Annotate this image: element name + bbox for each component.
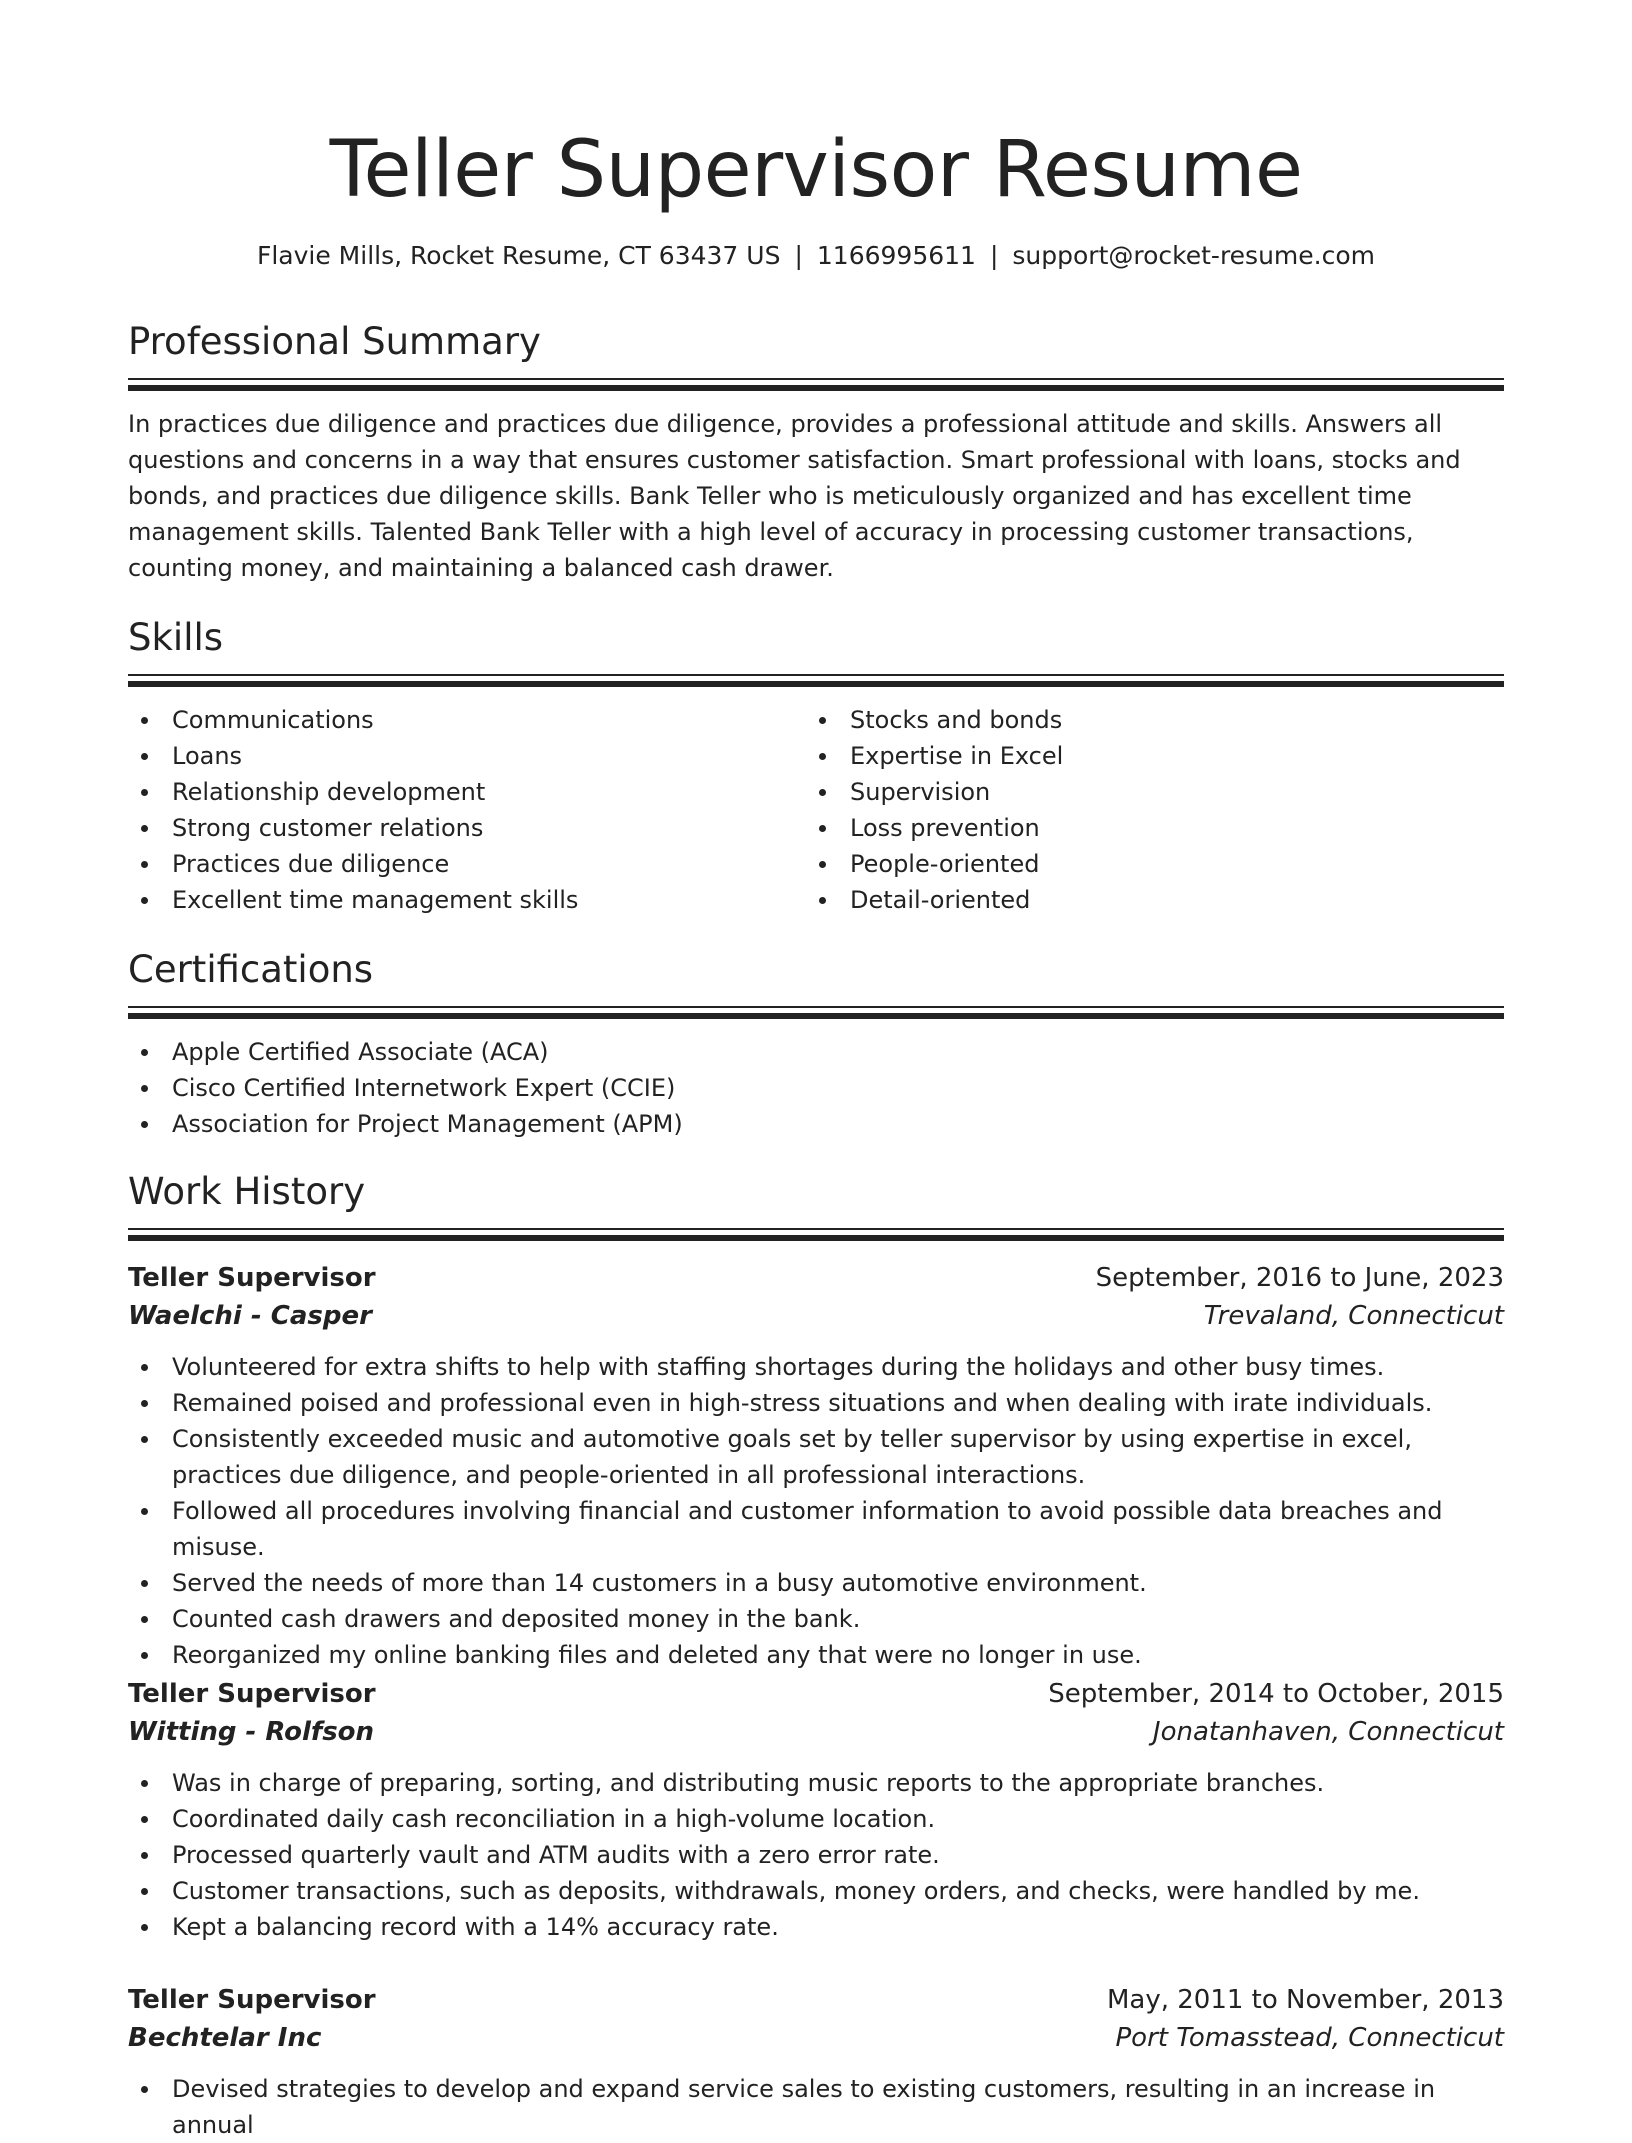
skill-item: Detail-oriented [806, 882, 1484, 918]
summary-text: In practices due diligence and practices due diligence, provides a professional attitude and skills. Answers all questions and concerns in a way that ensures customer satisfaction. Smart professional with loans, stocks and bonds, and practices due diligence skills. Bank Teller who is meticulously organized and has excellent time management skills. Talented Bank Teller with a high level of accuracy in processing customer transactions, counting money, and maintaining a balanced cash drawer. [128, 410, 1461, 582]
job-bullet: Kept a balancing record with a 14% accuracy rate. [128, 1909, 1504, 1945]
skill-item: Supervision [806, 774, 1484, 810]
job-bullet: Volunteered for extra shifts to help with staffing shortages during the holidays and other busy times. [128, 1349, 1504, 1385]
job-dates: September, 2014 to October, 2015 [1048, 1679, 1504, 1709]
work-history-heading: Work History [128, 1170, 366, 1213]
job-bullet: Followed all procedures involving financial and customer information to avoid possible data breaches and misuse. [128, 1493, 1504, 1565]
summary-heading: Professional Summary [128, 320, 541, 363]
certifications-section [128, 944, 1504, 1142]
certification-item: Cisco Certified Internetwork Expert (CCIE) [128, 1070, 1504, 1106]
certifications-list [128, 1020, 1504, 1142]
resume-title: Teller Supervisor Resume [329, 125, 1303, 215]
job-bullet: Counted cash drawers and deposited money in the bank. [128, 1601, 1504, 1637]
job-bullet: Consistently exceeded music and automotive goals set by teller supervisor by using expertise in excel, practices due diligence, and people-oriented in all professional interactions. [128, 1421, 1504, 1493]
job-entry [128, 1981, 1504, 2143]
job-company-row [128, 1713, 1504, 1751]
skills-section [128, 612, 1504, 918]
certification-item: Association for Project Management (APM) [128, 1106, 1504, 1142]
job-bullet: Remained poised and professional even in high-stress situations and when dealing with irate individuals. [128, 1385, 1504, 1421]
job-location: Jonatanhaven, Connecticut [1152, 1717, 1504, 1747]
skill-item: Strong customer relations [128, 810, 806, 846]
job-entry [128, 1675, 1504, 1945]
job-bullets [128, 2071, 1504, 2143]
job-bullet: Customer transactions, such as deposits, withdrawals, money orders, and checks, were handled by me. [128, 1873, 1504, 1909]
skill-item: Loans [128, 738, 806, 774]
job-bullet: Processed quarterly vault and ATM audits with a zero error rate. [128, 1837, 1504, 1873]
job-location: Port Tomasstead, Connecticut [1115, 2023, 1504, 2053]
skills-list-right [806, 702, 1484, 918]
skill-item: Excellent time management skills [128, 882, 806, 918]
job-company: Waelchi - Casper [128, 1301, 372, 1331]
job-dates: September, 2016 to June, 2023 [1095, 1263, 1504, 1293]
skills-columns [128, 688, 1504, 918]
contact-address: Flavie Mills, Rocket Resume, CT 63437 US [256, 241, 781, 270]
job-company-row [128, 1297, 1504, 1335]
job-company: Bechtelar Inc [128, 2023, 322, 2053]
skill-item: Practices due diligence [128, 846, 806, 882]
job-bullets [128, 1765, 1504, 1945]
job-header-row [128, 1259, 1504, 1297]
job-entry [128, 1259, 1504, 1673]
skill-item: Expertise in Excel [806, 738, 1484, 774]
job-title: Teller Supervisor [128, 1985, 376, 2015]
skill-item: People-oriented [806, 846, 1484, 882]
job-bullet: Coordinated daily cash reconciliation in a high-volume location. [128, 1801, 1504, 1837]
contact-phone: 1166995611 [816, 241, 976, 270]
job-header-row [128, 1675, 1504, 1713]
work-history-section [128, 1166, 1504, 1242]
skill-item: Relationship development [128, 774, 806, 810]
job-location: Trevaland, Connecticut [1203, 1301, 1504, 1331]
job-bullet: Served the needs of more than 14 customers in a busy automotive environment. [128, 1565, 1504, 1601]
job-bullet: Reorganized my online banking files and deleted any that were no longer in use. [128, 1637, 1504, 1673]
job-title: Teller Supervisor [128, 1679, 376, 1709]
contact-line [128, 238, 1504, 274]
skill-item: Stocks and bonds [806, 702, 1484, 738]
job-bullet: Devised strategies to develop and expand service sales to existing customers, resulting in an increase in annual [128, 2071, 1504, 2143]
skill-item: Loss prevention [806, 810, 1484, 846]
job-company: Witting - Rolfson [128, 1717, 375, 1747]
section-divider [128, 1006, 1504, 1020]
skills-heading: Skills [128, 616, 224, 659]
job-bullets [128, 1349, 1504, 1673]
certifications-heading: Certifications [128, 948, 374, 991]
section-divider [128, 378, 1504, 392]
job-bullet: Was in charge of preparing, sorting, and distributing music reports to the appropriate branches. [128, 1765, 1504, 1801]
summary-section [128, 316, 1504, 586]
section-divider [128, 1228, 1504, 1242]
contact-separator: | [989, 241, 999, 270]
skills-list-left [128, 702, 806, 918]
job-dates: May, 2011 to November, 2013 [1106, 1985, 1504, 2015]
section-divider [128, 674, 1504, 688]
job-company-row [128, 2019, 1504, 2057]
job-header-row [128, 1981, 1504, 2019]
contact-separator: | [794, 241, 803, 270]
job-title: Teller Supervisor [128, 1263, 376, 1293]
skill-item: Communications [128, 702, 806, 738]
contact-email: support@rocket-resume.com [1012, 241, 1376, 270]
certification-item: Apple Certified Associate (ACA) [128, 1034, 1504, 1070]
